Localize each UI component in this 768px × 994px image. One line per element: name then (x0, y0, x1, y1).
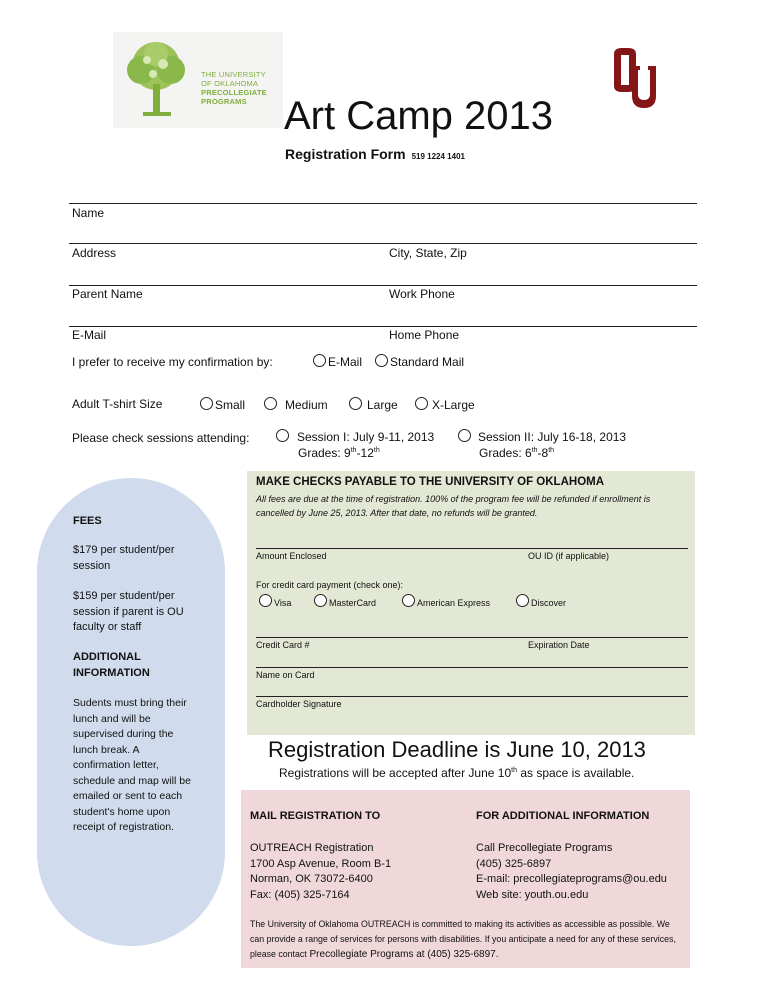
page-title: Art Camp 2013 (284, 94, 554, 138)
radio-icon[interactable] (276, 429, 289, 442)
radio-icon[interactable] (349, 397, 362, 410)
info-contacts (476, 841, 667, 903)
card-label: American Express (417, 598, 491, 608)
signature-label: Cardholder Signature (256, 699, 342, 709)
option-label: Small (215, 398, 246, 412)
name-line (69, 203, 697, 204)
radio-icon[interactable] (313, 354, 326, 367)
footer-contact: Precollegiate Programs at (405) 325-6897. (306, 949, 499, 960)
tshirt-small-option[interactable] (200, 397, 245, 412)
website-link[interactable]: Web site: youth.ou.edu (476, 888, 589, 901)
tshirt-large-option[interactable] (349, 397, 398, 412)
tshirt-label: Adult T-shirt Size (72, 397, 163, 411)
ou-logo-icon (610, 46, 658, 110)
additional-info-heading: ADDITIONAL INFORMATION (73, 651, 150, 679)
city-label: City, State, Zip (389, 246, 467, 260)
card-visa-option[interactable] (259, 594, 291, 608)
signature-line[interactable] (256, 696, 688, 697)
logo-line: OF OKLAHOMA (201, 79, 259, 88)
additional-info-text: Sudents must bring their lunch and will be supervised during the lunch break. A confirmation letter, schedule and map will be emailed or sent to each student's home upon receipt of registration. (73, 697, 191, 833)
sessions-label: Please check sessions attending: (72, 431, 250, 445)
accessibility-statement (250, 917, 682, 962)
home-phone-label: Home Phone (389, 328, 460, 342)
card-label: Visa (274, 598, 292, 608)
option-label: X-Large (432, 398, 475, 412)
form-subtitle (285, 146, 465, 162)
logo-line: THE UNIVERSITY (201, 70, 266, 79)
work-phone-label: Work Phone (389, 287, 455, 301)
subtitle-text: Registration Form (285, 146, 406, 162)
cc-number-label: Credit Card # (256, 640, 310, 650)
confirmation-email-option[interactable] (313, 354, 362, 369)
address-line: Norman, OK 73072-6400 (250, 873, 373, 885)
parent-label: Parent Name (72, 287, 143, 301)
fee-item: $179 per student/per session (73, 544, 175, 572)
superscript: th (373, 447, 380, 454)
option-label: Large (367, 398, 398, 412)
card-label: Discover (531, 598, 567, 608)
radio-icon[interactable] (458, 429, 471, 442)
address-label: Address (72, 246, 117, 260)
payment-note: All fees are due at the time of registration. 100% of the program fee will be refunded if enrollment is cancelled by June 25, 2013. After that date, no refunds will be granted. (256, 494, 651, 518)
email-line[interactable] (69, 326, 697, 327)
fee-item: $159 per student/per session if parent is OU faculty or staff (73, 590, 184, 633)
session-2-option[interactable] (458, 429, 626, 444)
tree-icon (123, 40, 189, 118)
option-label: Standard Mail (390, 355, 465, 369)
logo-line: PROGRAMS (201, 97, 247, 106)
superscript: th (511, 767, 517, 774)
mail-heading: MAIL REGISTRATION TO (250, 810, 381, 822)
session-1-grades (298, 446, 380, 460)
grades-text: Grades: 6 (479, 446, 532, 460)
payment-heading: MAKE CHECKS PAYABLE TO THE UNIVERSITY OF OKLAHOMA (256, 476, 605, 488)
radio-icon[interactable] (259, 594, 272, 607)
deadline-note-text: Registrations will be accepted after June 10 (279, 766, 512, 780)
amount-line[interactable] (256, 548, 688, 549)
email-link[interactable]: E-mail: precollegiateprograms@ou.edu (476, 873, 667, 885)
card-discover-option[interactable] (516, 594, 566, 608)
radio-icon[interactable] (516, 594, 529, 607)
card-amex-option[interactable] (402, 594, 490, 608)
session-1-option[interactable] (276, 429, 434, 444)
deadline-note (279, 766, 634, 780)
address-line: 1700 Asp Avenue, Room B-1 (250, 857, 392, 870)
radio-icon[interactable] (200, 397, 213, 410)
name-on-card-line[interactable] (256, 667, 688, 668)
mail-address (250, 841, 391, 903)
session-2-grades (479, 446, 554, 460)
superscript: th (350, 447, 357, 454)
phone-line: (405) 325-6897 (476, 857, 552, 870)
footer-text: The University of Oklahoma OUTREACH is committed to making its activities as accessible as possible. We can provide a range of services for persons with disabilities. If you anticipate a need for any of these services, please contact (250, 919, 676, 959)
deadline-title: Registration Deadline is June 10, 2013 (268, 737, 646, 762)
logo-line: PRECOLLEGIATE (201, 88, 267, 97)
fax-line: Fax: (405) 325-7164 (250, 888, 350, 901)
radio-icon[interactable] (375, 354, 388, 367)
radio-icon[interactable] (402, 594, 415, 607)
superscript: th (548, 447, 555, 454)
tshirt-medium-option[interactable] (264, 397, 328, 412)
cc-number-line[interactable] (256, 637, 688, 638)
info-line: Call Precollegiate Programs (476, 842, 613, 854)
address-line[interactable] (69, 243, 697, 244)
grades-text: Grades: 9 (298, 446, 351, 460)
card-label: MasterCard (329, 598, 377, 608)
parent-line[interactable] (69, 285, 697, 286)
email-label: E-Mail (72, 328, 107, 342)
session-label: Session II: July 16-18, 2013 (478, 430, 627, 444)
logo-text (201, 70, 267, 106)
address-line: OUTREACH Registration (250, 842, 374, 854)
option-label: Medium (285, 398, 328, 412)
radio-icon[interactable] (314, 594, 327, 607)
session-label: Session I: July 9-11, 2013 (297, 430, 435, 444)
expiration-label: Expiration Date (528, 640, 590, 650)
info-heading: FOR ADDITIONAL INFORMATION (476, 810, 650, 822)
name-on-card-label: Name on Card (256, 670, 315, 680)
radio-icon[interactable] (415, 397, 428, 410)
fees-heading: FEES (73, 515, 102, 527)
card-mastercard-option[interactable] (314, 594, 376, 608)
confirmation-label: I prefer to receive my confirmation by: (72, 355, 273, 369)
tshirt-xlarge-option[interactable] (415, 397, 475, 412)
grades-text: -12 (356, 446, 374, 460)
grades-text: -8 (537, 446, 549, 460)
radio-icon[interactable] (264, 397, 277, 410)
superscript: th (531, 447, 538, 454)
amount-label: Amount Enclosed (256, 551, 327, 561)
cc-label: For credit card payment (check one): (256, 580, 404, 590)
precollegiate-logo (113, 32, 283, 128)
ou-id-label: OU ID (if applicable) (528, 551, 610, 561)
form-code: 519 1224 1401 (411, 152, 465, 161)
name-label: Name (72, 206, 105, 220)
deadline-note-text: as space is available. (516, 766, 635, 780)
option-label: E-Mail (328, 355, 363, 369)
confirmation-mail-option[interactable] (375, 354, 464, 369)
